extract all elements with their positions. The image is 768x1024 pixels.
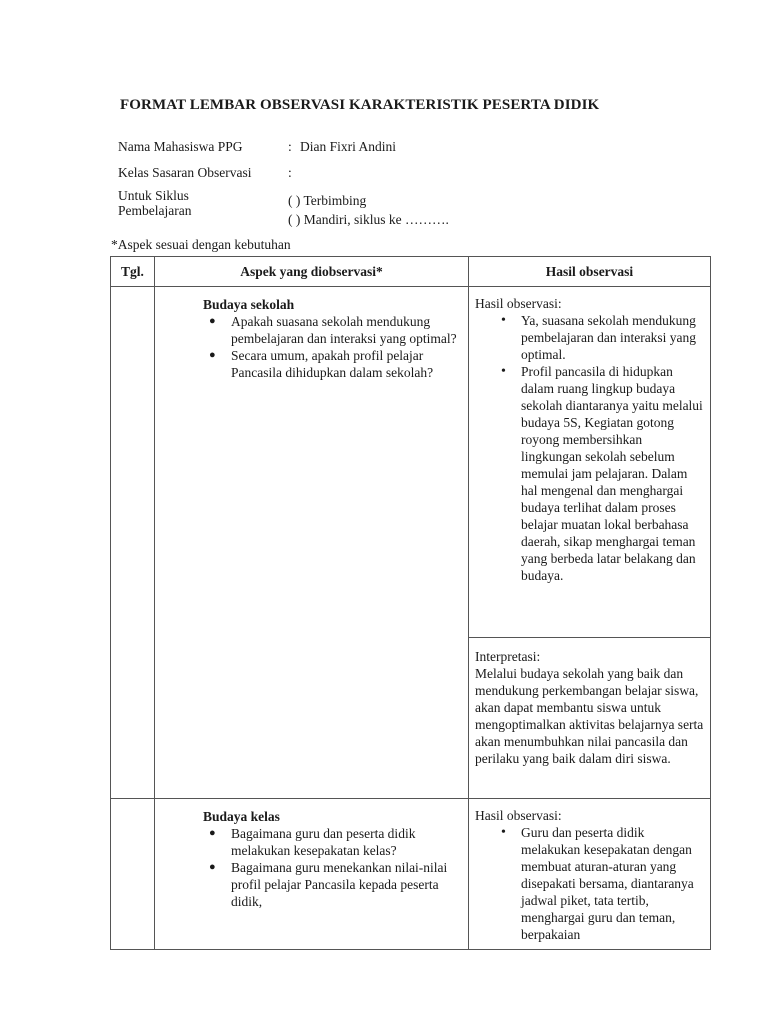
nama-value: Dian Fixri Andini bbox=[300, 139, 397, 154]
aspect-list bbox=[203, 825, 462, 910]
result-cell bbox=[469, 287, 711, 638]
aspect-cell bbox=[155, 287, 469, 799]
document-title: FORMAT LEMBAR OBSERVASI KARAKTERISTIK PESERTA DIDIK bbox=[120, 97, 600, 113]
result-item: • Ya, suasana sekolah mendukung pembelajaran dan interaksi yang optimal. bbox=[475, 312, 704, 363]
aspect-item: ● Secara umum, apakah profil pelajar Pancasila dihidupkan dalam sekolah? bbox=[203, 347, 462, 381]
header-hasil: Hasil observasi bbox=[469, 257, 711, 287]
aspect-cell bbox=[155, 799, 469, 950]
observation-table bbox=[110, 256, 711, 950]
result-label: Hasil observasi: bbox=[475, 808, 562, 823]
table-row bbox=[111, 799, 711, 950]
aspect-item: ● Bagaimana guru menekankan nilai-nilai profil pelajar Pancasila kepada peserta didik, bbox=[203, 859, 462, 910]
nama-colon: : bbox=[288, 139, 292, 154]
interpretation-label: Interpretasi: bbox=[475, 649, 541, 664]
result-cell bbox=[469, 799, 711, 950]
nama-label: Nama Mahasiswa PPG bbox=[118, 139, 243, 154]
aspect-item: ● Apakah suasana sekolah mendukung pembelajaran dan interaksi yang optimal? bbox=[203, 313, 462, 347]
aspect-note: *Aspek sesuai dengan kebutuhan bbox=[111, 237, 291, 252]
date-cell bbox=[111, 799, 155, 950]
kelas-colon: : bbox=[288, 165, 292, 180]
siklus-option-terbimbing: ( ) Terbimbing bbox=[288, 193, 367, 208]
table-row bbox=[111, 287, 711, 638]
siklus-label-line1: Untuk Siklus bbox=[118, 188, 189, 203]
aspect-title: Budaya kelas bbox=[203, 809, 280, 824]
date-cell bbox=[111, 287, 155, 799]
aspect-list bbox=[203, 313, 462, 381]
result-label: Hasil observasi: bbox=[475, 296, 562, 311]
aspect-item: ● Bagaimana guru dan peserta didik melakukan kesepakatan kelas? bbox=[203, 825, 462, 859]
siklus-option-mandiri: ( ) Mandiri, siklus ke ………. bbox=[288, 212, 449, 227]
result-list bbox=[475, 824, 704, 943]
result-item: • Profil pancasila di hidupkan dalam ruang lingkup budaya sekolah diantaranya yaitu melalui budaya 5S, Kegiatan gotong royong membersihkan lingkungan sekolah sebelum memulai jam pelajaran. Dalam hal mengenal dan menghargai budaya terlihat dalam proses belajar muatan lokal berbahasa daerah, sikap menghargai teman yang berbeda latar belakang dan budaya. bbox=[475, 363, 704, 584]
interpretation-text: Melalui budaya sekolah yang baik dan mendukung perkembangan belajar siswa, akan dapat membantu siswa untuk mengoptimalkan aktivitas belajarnya serta akan menumbuhkan nilai pancasila dan perilaku yang baik dalam diri siswa. bbox=[475, 666, 704, 766]
header-tgl: Tgl. bbox=[111, 257, 155, 287]
siklus-label-line2: Pembelajaran bbox=[118, 203, 192, 218]
kelas-label: Kelas Sasaran Observasi bbox=[118, 165, 252, 180]
result-item: • Guru dan peserta didik melakukan kesepakatan dengan membuat aturan-aturan yang disepakati bersama, diantaranya jadwal piket, tata tertib, menghargai guru dan teman, berpakaian bbox=[475, 824, 704, 943]
result-list bbox=[475, 312, 704, 584]
aspect-title: Budaya sekolah bbox=[203, 297, 295, 312]
interpretation-cell bbox=[469, 638, 711, 799]
header-aspek: Aspek yang diobservasi* bbox=[155, 257, 469, 287]
table-header-row bbox=[111, 257, 711, 287]
